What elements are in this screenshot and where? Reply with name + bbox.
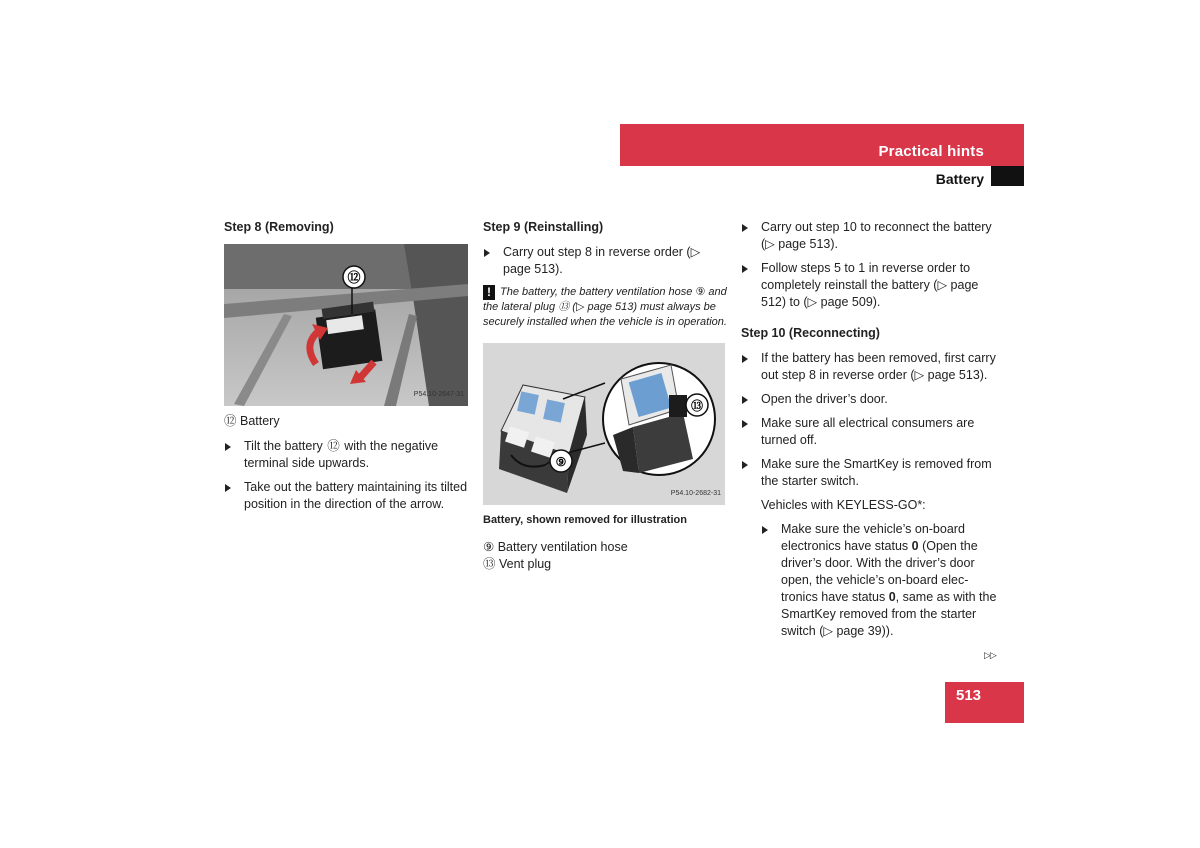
legend-text: Battery	[240, 414, 280, 428]
legend-number: ⑬	[483, 557, 496, 571]
bullet-text: (Open the driver’s door. With the driver’s door open, the vehicle’s on-board elec- tronics have status	[781, 539, 978, 604]
warning-note	[483, 285, 727, 330]
bullet-text: , same as with the SmartKey removed from the starter switch (▷ page 39)).	[781, 590, 997, 638]
bullet-text: Make sure the vehicle’s on-board electronics have status	[781, 522, 965, 553]
section-title: Practical hints	[878, 143, 984, 160]
battery-reinstall-photo	[483, 343, 725, 505]
instruction-bullet: Open the driver’s door.	[741, 391, 1003, 408]
keyless-go-label: Vehicles with KEYLESS-GO*:	[761, 498, 926, 512]
note-text: The battery, the battery ventilation hose	[500, 286, 693, 298]
callout-13: ⑬	[690, 399, 704, 413]
status-value: 0	[911, 539, 919, 553]
callout-12: ⑫	[347, 270, 361, 285]
legend-item	[483, 556, 727, 573]
photo-caption: Battery, shown removed for illustration	[483, 514, 687, 526]
sub-instruction-bullet	[761, 521, 1003, 640]
instruction-bullet: Make sure all electrical consumers are turned off.	[741, 415, 1003, 449]
photo-code: P54.10-2647-31	[413, 391, 464, 398]
instruction-bullet: Carry out step 10 to reconnect the battery (▷ page 513).	[741, 219, 1003, 253]
column-step-8	[224, 219, 468, 520]
header-marker	[991, 166, 1024, 186]
inline-number: ⑨	[695, 286, 706, 298]
legend-number: ⑫	[224, 414, 237, 428]
status-value: 0	[888, 590, 896, 604]
sub-list	[741, 521, 1003, 640]
legend-item	[224, 413, 468, 430]
subsection-title: Battery	[935, 171, 984, 187]
note-text: (▷ page 513) must always be securely installed when the vehicle is in operation.	[483, 301, 727, 328]
column-step-9	[483, 219, 727, 573]
step-8-heading: Step 8 (Removing)	[224, 220, 334, 234]
photo-code: P54.10-2682-31	[670, 490, 721, 497]
legend-text: Battery ventilation hose	[497, 540, 628, 554]
battery-removal-photo	[224, 244, 468, 406]
instruction-bullet: If the battery has been removed, first carry out step 8 in reverse order (▷ page 513).	[741, 350, 1003, 384]
instruction-bullet: Make sure the SmartKey is removed from the starter switch.	[741, 456, 1003, 490]
continued-mark: ▷▷	[984, 650, 996, 660]
inline-number: ⑫	[327, 439, 340, 453]
instruction-bullet: Take out the battery maintaining its tilted position in the direction of the arrow.	[224, 479, 468, 513]
battery-removal-illustration	[224, 244, 468, 406]
inline-number: ⑬	[558, 301, 570, 313]
bullet-text: Tilt the battery	[244, 439, 323, 453]
battery-vent-illustration	[483, 343, 725, 505]
instruction-bullet: Follow steps 5 to 1 in reverse order to completely reinstall the battery (▷ page 512) to (▷ page 509).	[741, 260, 1003, 311]
step-9-heading: Step 9 (Reinstalling)	[483, 220, 604, 234]
warning-icon: !	[483, 285, 495, 300]
instruction-bullet	[224, 438, 468, 472]
legend-item	[483, 539, 727, 556]
instruction-bullet: Carry out step 8 in reverse order (▷ page 513).	[483, 244, 727, 278]
callout-9: ⑨	[555, 455, 567, 469]
note-text: and the lateral plug	[483, 286, 727, 313]
legend-text: Vent plug	[499, 557, 552, 571]
legend-number: ⑨	[483, 540, 495, 554]
page-number: 513	[955, 687, 982, 704]
column-step-10	[741, 219, 1003, 640]
step-10-heading: Step 10 (Reconnecting)	[741, 326, 880, 340]
bullet-text: with the negative terminal side upwards.	[244, 439, 439, 470]
